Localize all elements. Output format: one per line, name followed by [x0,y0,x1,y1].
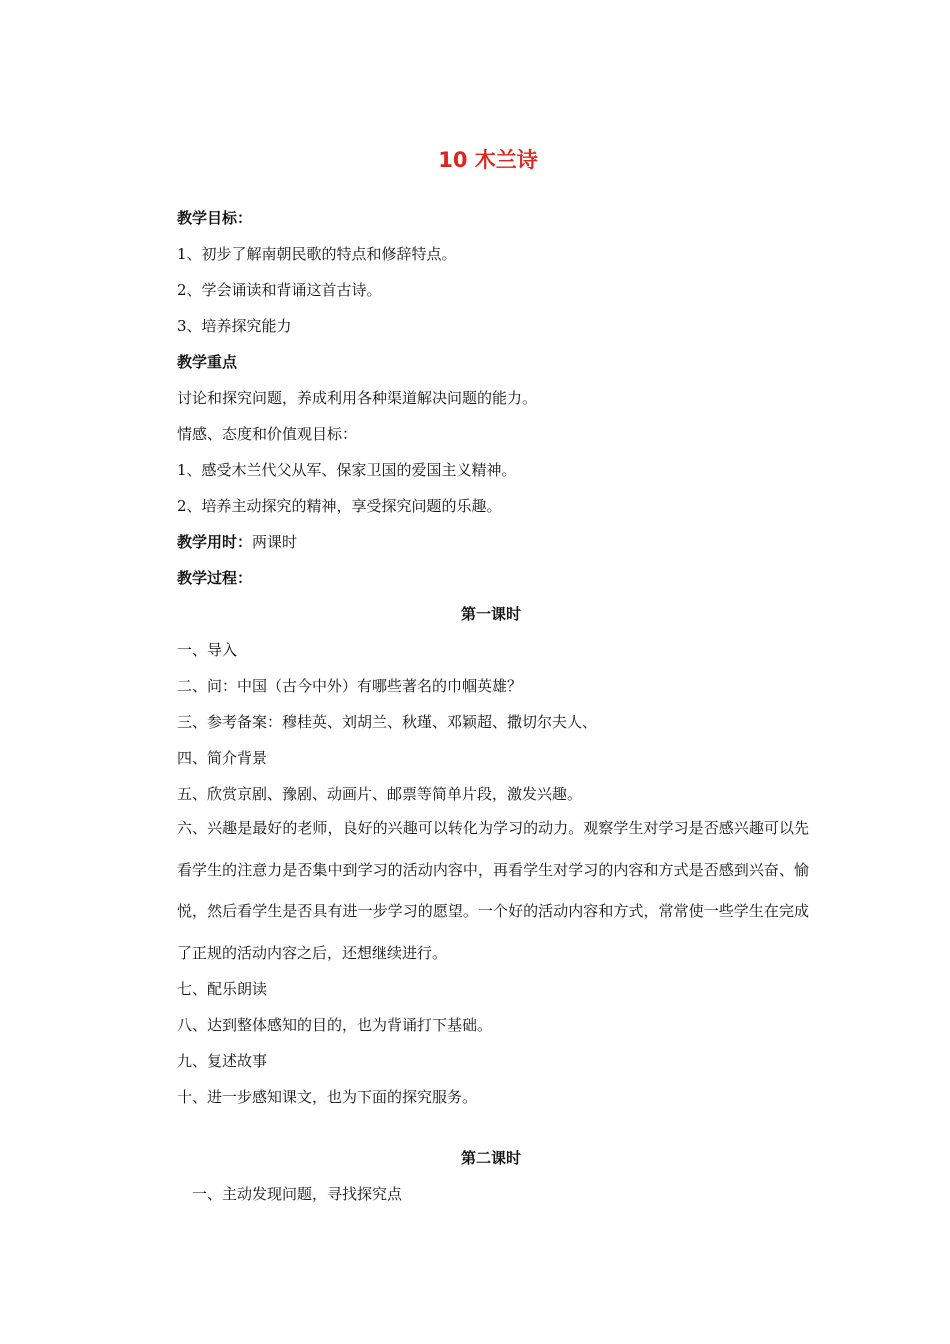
teaching-time-label: 教学用时： [177,533,253,551]
lesson1-item: 一、导入 [177,641,238,659]
lesson1-item: 二、问：中国（古今中外）有哪些著名的巾帼英雄？ [177,677,523,695]
process-heading: 教学过程： [177,569,253,587]
lesson1-item: 八、达到整体感知的目的，也为背诵打下基础。 [177,1016,493,1034]
lesson2-heading: 第二课时 [460,1149,521,1167]
emotion-item: 2、培养主动探究的精神，享受探究问题的乐趣。 [177,497,502,515]
emotion-item: 1、感受木兰代父从军、保家卫国的爱国主义精神。 [177,461,517,479]
lesson1-item: 三、参考备案：穆桂英、刘胡兰、秋瑾、邓颖超、撒切尔夫人、 [177,713,598,731]
key-heading: 教学重点 [177,353,238,371]
key-text: 讨论和探究问题，养成利用各种渠道解决问题的能力。 [177,389,538,407]
document-title: 10 木兰诗 [438,148,538,172]
teaching-time-value: 两课时 [252,533,298,551]
lesson1-item: 十、进一步感知课文，也为下面的探究服务。 [177,1088,478,1106]
objectives-heading: 教学目标： [177,209,253,227]
teaching-time [177,532,297,552]
lesson1-heading: 第一课时 [460,605,521,623]
lesson1-item: 七、配乐朗读 [177,980,268,998]
objective-item: 1、初步了解南朝民歌的特点和修辞特点。 [177,245,457,263]
lesson1-item: 五、欣赏京剧、豫剧、动画片、邮票等简单片段，激发兴趣。 [177,785,583,803]
lesson1-paragraph-six: 六、兴趣是最好的老师，良好的兴趣可以转化为学习的动力。观察学生对学习是否感兴趣可以先看学生的注意力是否集中到学习的活动内容中，再看学生对学习的内容和方式是否感到兴奋、愉悦，然后看学生是否具有进一步学习的愿望。一个好的活动内容和方式，常常使一些学生在完成了正规的活动内容之后，还想继续进行。 [177,819,809,962]
lesson1-item: 四、简介背景 [177,749,268,767]
emotion-heading: 情感、态度和价值观目标： [177,425,358,443]
lesson2-item: 一、主动发现问题，寻找探究点 [192,1185,403,1203]
lesson1-item: 九、复述故事 [177,1052,268,1070]
objective-item: 2、学会诵读和背诵这首古诗。 [177,281,382,299]
objective-item: 3、培养探究能力 [177,317,292,335]
